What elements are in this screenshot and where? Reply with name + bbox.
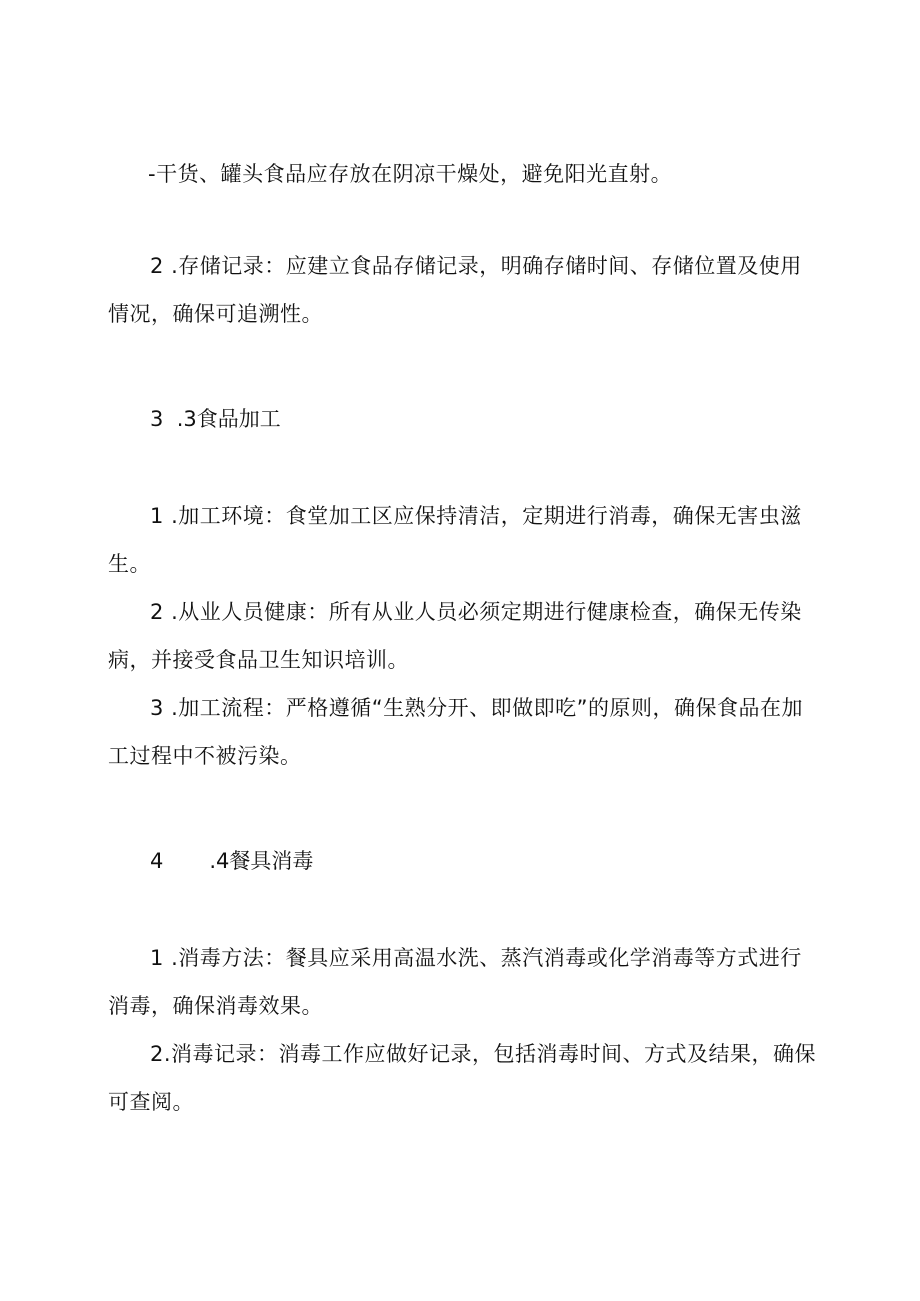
item-number: 1	[150, 504, 164, 528]
heading-title: .4餐具消毒	[209, 849, 314, 873]
heading-number: 3	[150, 407, 164, 431]
list-item-processing-flow	[108, 684, 820, 780]
section-heading-3-4	[150, 846, 313, 876]
item-number: 1	[150, 946, 164, 970]
item-text: .从业人员健康：所有从业人员必须定期进行健康检查，确保无传染病，并接受食品卫生知识培训。	[108, 600, 802, 672]
item-number: 2	[150, 600, 164, 624]
item-number: 2.	[150, 1042, 172, 1066]
item-number: 2	[150, 254, 164, 278]
list-item-disinfection-method	[108, 934, 820, 1030]
item-text: .消毒方法：餐具应采用高温水洗、蒸汽消毒或化学消毒等方式进行消毒，确保消毒效果。	[108, 946, 802, 1018]
list-item-processing-environment	[108, 492, 820, 588]
item-number: 3	[150, 696, 164, 720]
list-item-disinfection-record	[108, 1030, 820, 1126]
heading-title: .3食品加工	[176, 407, 281, 431]
section-heading-3-3	[150, 404, 281, 434]
item-text: .加工环境：食堂加工区应保持清洁，定期进行消毒，确保无害虫滋生。	[108, 504, 802, 576]
paragraph-storage-record	[108, 242, 820, 338]
item-text: 消毒记录：消毒工作应做好记录，包括消毒时间、方式及结果，确保可查阅。	[108, 1042, 817, 1114]
heading-number: 4	[150, 849, 164, 873]
list-item-staff-health	[108, 588, 820, 684]
item-text: .加工流程：严格遵循“生熟分开、即做即吃”的原则，确保食品在加工过程中不被污染。	[108, 696, 803, 768]
paragraph-dry-goods	[148, 159, 672, 189]
item-text: .存储记录：应建立食品存储记录，明确存储时间、存储位置及使用情况，确保可追溯性。	[108, 254, 802, 326]
paragraph-text: -干货、罐头食品应存放在阴凉干燥处，避免阳光直射。	[148, 162, 673, 186]
